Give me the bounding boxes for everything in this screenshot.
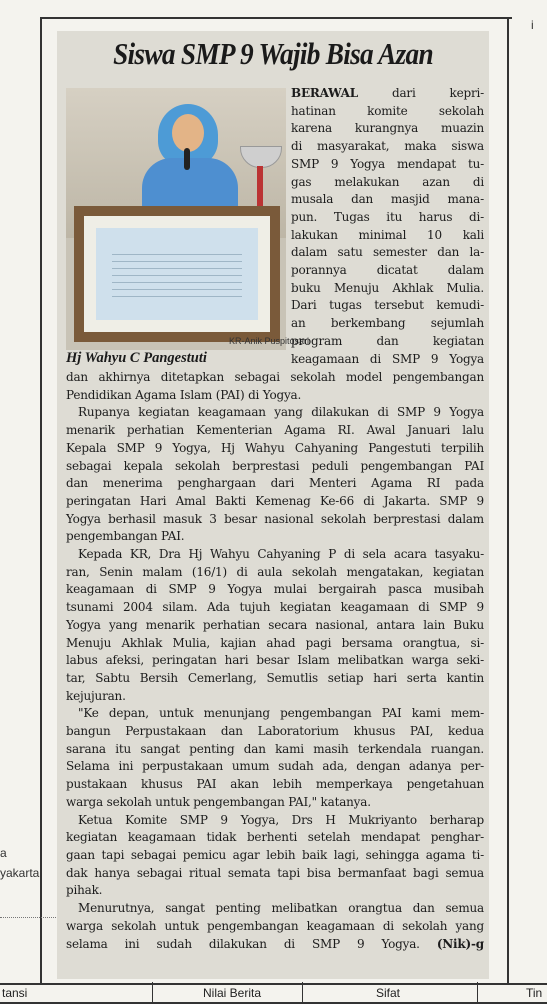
- article-line: dalam satu semester dan la-: [291, 245, 484, 260]
- bottom-classification-bar: [0, 984, 547, 1004]
- frame-left-line: [40, 17, 42, 983]
- article-line: Yogya berhasil masuk 3 besar nasional sekolah berprestasi dalam: [66, 511, 484, 526]
- article-line: ran, Senin malam (16/1) di aula sekolah mengatakan, kegiatan: [66, 564, 484, 579]
- article-line: musala dan masjid mana-: [291, 192, 484, 207]
- article-line: warga sekolah untuk pengembangan keagamaan di sekolah yang: [66, 918, 484, 933]
- article-line: Menurutnya, sangat penting melibatkan orangtua dan semua: [78, 901, 484, 916]
- article-line: gaan tapi sebagai pemicu agar lebih baik lagi, sehingga agama ti-: [66, 847, 484, 862]
- article-line: labus afeksi, peringatan hari besar Islam melibatkan warga seki-: [66, 653, 484, 668]
- article-line: di masyarakat, maka siswa: [291, 139, 484, 154]
- article-line: peringatan Hari Amal Bakti Kemenag Ke-66 di Jakarta. SMP 9: [66, 493, 484, 508]
- article-line: Selama ini perpustakaan umum sudah ada, dengan adanya per-: [66, 759, 484, 774]
- article-line: tar, Sabtu Bersih Cemerlang, Semutlis setiap hari serta kantin: [66, 670, 484, 685]
- article-line: "Ke depan, untuk menunjang pengembangan PAI kami mem-: [78, 706, 484, 721]
- frame-right-line: [507, 17, 509, 983]
- article-line: dan akhirnya ditetapkan sebagai sekolah model pengembangan: [66, 370, 484, 384]
- article-line: BERAWAL dari kepri-: [291, 86, 484, 100]
- photo-credit: KR-Anik Puspitosari: [229, 336, 310, 346]
- article-line: tsunami 2004 silam. Ada tujuh kegiatan keagamaan di SMP 9: [66, 600, 484, 615]
- article-line: keagamaan di SMP 9 Yogya mulai bergairah pasca musibah: [66, 582, 484, 597]
- bottom-cell-1: tansi: [2, 986, 28, 1000]
- article-body: [66, 369, 484, 953]
- article-line: pun. Tugas itu harus di-: [291, 209, 484, 224]
- article-photo: [66, 88, 286, 350]
- frame-top-line: [40, 17, 512, 19]
- bottom-cell-2: Nilai Berita: [203, 986, 262, 1000]
- microphone-icon: [184, 148, 190, 170]
- article-line: lakukan minimal 10 kali: [291, 227, 484, 242]
- article-line: Rupanya kegiatan keagamaan yang dilakukan di SMP 9 Yogya: [78, 405, 484, 420]
- article-line: dan menerima penghargaan dari Menteri Agama RI pada: [66, 476, 484, 491]
- bottom-cell-3: Sifat: [376, 986, 401, 1000]
- article-line: karena kurangnya muazin: [291, 121, 484, 136]
- article-line: Dari tugas tersebut kemudi-: [291, 298, 484, 313]
- article-line: program dan kegiatan: [291, 333, 484, 348]
- article-line: pihak.: [66, 883, 103, 898]
- article-line: Kepada KR, Dra Hj Wahyu Cahyaning P di sela acara tasyaku-: [78, 547, 484, 562]
- article-line: sarana itu sangat penting dan kami masih terkendala ruangan.: [66, 741, 484, 756]
- article-line: SMP 9 Yogya mendapat tu-: [291, 156, 484, 171]
- article-line: sebagai kepala sekolah berprestasi peduli pengembangan PAI: [66, 458, 484, 473]
- article-line: bangun Perpustakaan dan Laboratorium khusus PAI, kedua: [66, 724, 484, 739]
- article-headline: Siswa SMP 9 Wajib Bisa Azan: [113, 36, 433, 71]
- right-column-text: [291, 85, 484, 368]
- photo-caption: Hj Wahyu C Pangestuti: [66, 350, 207, 366]
- left-edge-snippet-b: yakarta: [0, 866, 40, 880]
- article-line: kejujuran.: [66, 688, 126, 703]
- article-line: an berkembang sejumlah: [291, 316, 484, 331]
- bottom-cell-4: Tin: [526, 986, 543, 1000]
- article-line: Ketua Komite SMP 9 Yogya, Drs H Mukriyanto berharap: [78, 812, 484, 827]
- article-line: menarik perhatian Kementerian Agama RI. Awal Januari lalu: [66, 423, 484, 438]
- article-line: warga sekolah untuk pengembangan PAI," katanya.: [66, 794, 371, 809]
- author-signoff: (Nik)-g: [436, 936, 484, 951]
- lead-word: BERAWAL: [291, 86, 359, 100]
- article-line: buku Menuju Akhlak Mulia.: [291, 280, 484, 295]
- right-edge-snippet: i: [531, 18, 534, 32]
- article-line: Menuju Akhlak Mulia, kajian ahad pagi bersama orangtua, si-: [66, 635, 484, 650]
- article-line: Pendidikan Agama Islam (PAI) di Yogya.: [66, 387, 302, 402]
- left-edge-snippet-a: a: [0, 846, 7, 860]
- article-line: Kepala SMP 9 Yogya, Hj Wahyu Cahyaning Pangestuti terpilih: [66, 440, 484, 455]
- article-line: Yogya yang menarik perhatian secara nasional, antara lain Buku: [66, 617, 484, 632]
- article-line: gas melakukan azan di: [291, 174, 484, 189]
- article-line: pengembangan PAI.: [66, 529, 185, 544]
- newspaper-clipping: [57, 31, 489, 979]
- article-line: pustakaan khusus PAI akan lebih memperkaya pengetahuan: [66, 777, 484, 792]
- article-line: porannya dicatat dalam: [291, 263, 484, 278]
- dotted-rule: [0, 917, 56, 918]
- article-last-line: selama ini sudah dilakukan di SMP 9 Yogya. (Nik)-g: [66, 936, 484, 951]
- article-line: kegiatan keagamaan tidak berhenti setelah mendapat penghar-: [66, 830, 484, 845]
- article-line: dak hanya sebagai ritual semata tapi bisa bermanfaat bagi semua: [66, 865, 484, 880]
- article-line: keagamaan di SMP 9 Yogya: [291, 351, 484, 366]
- article-line: hatinan komite sekolah: [291, 103, 484, 118]
